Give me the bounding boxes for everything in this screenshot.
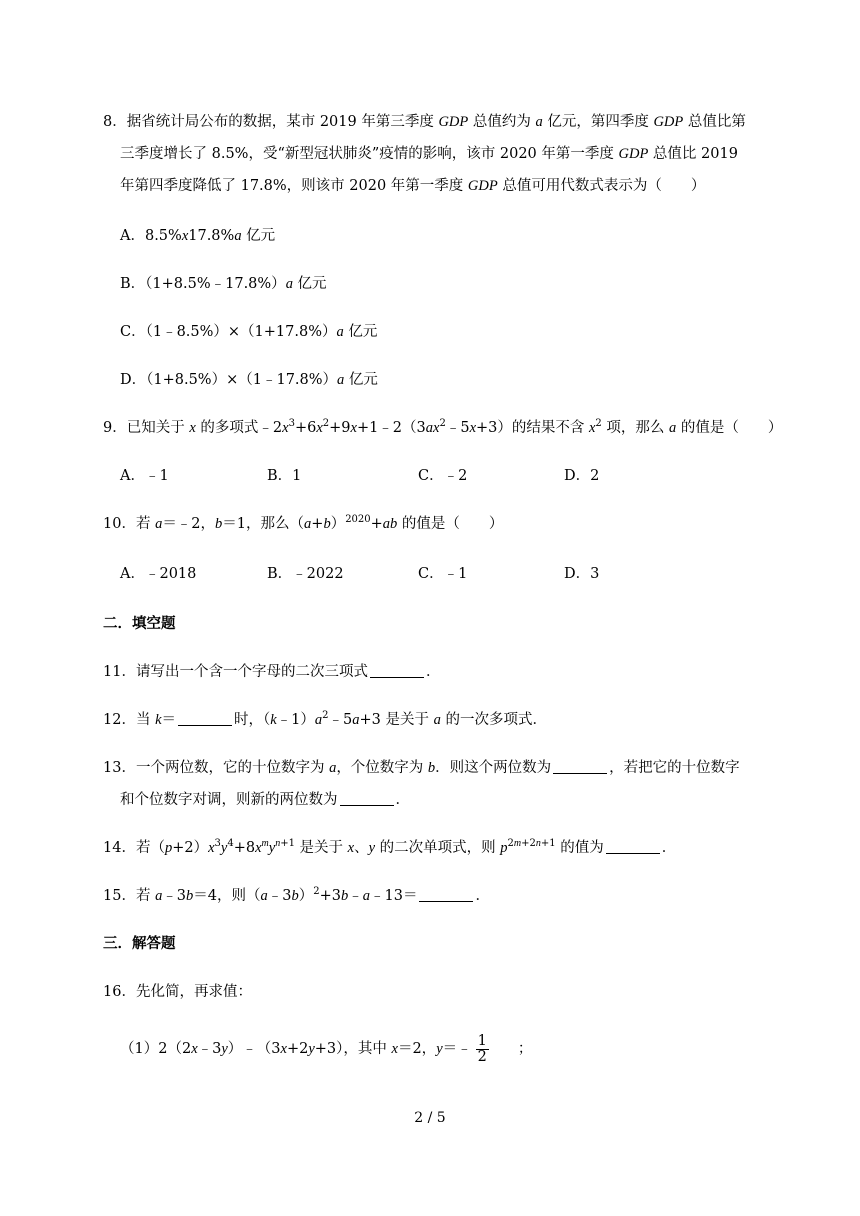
q12: 12．当 k＝ 时，$(k﹣1)a^2﹣5a+3$ 是关于 a 的一次多项式． bbox=[103, 710, 547, 728]
q9-option-d: D．2 bbox=[564, 468, 600, 484]
answer-blank[interactable] bbox=[340, 791, 394, 806]
answer-blank[interactable] bbox=[419, 887, 473, 902]
answer-blank[interactable] bbox=[606, 839, 660, 854]
fraction bbox=[476, 1034, 489, 1065]
page-number: 2 / 5 bbox=[414, 1110, 446, 1126]
q13-line2: 和个位数字对调，则新的两位数为 ． bbox=[120, 792, 410, 808]
q9-stem: 9．已知关于 x 的多项式$﹣2x^3+6x^2+9x+1﹣2(3ax^2﹣5x+3)$的结果不含 $x^2$ 项，那么 a 的值是（ ） bbox=[103, 418, 783, 436]
q10-option-d: D．3 bbox=[564, 566, 600, 582]
answer-blank[interactable] bbox=[370, 663, 424, 678]
answer-blank[interactable] bbox=[553, 759, 607, 774]
answer-blank[interactable] bbox=[178, 711, 232, 726]
q10-stem: 10．若 a＝﹣2，b＝1，那么$(a+b)^{2020}+ab$ 的值是（ ） bbox=[103, 514, 504, 532]
q10-option-b: B．﹣2022 bbox=[267, 566, 344, 582]
q8-option-b: B．（1+8.5%﹣17.8%）a 亿元 bbox=[120, 276, 327, 292]
q16-part1: （1）2（2x﹣3y）﹣（3x+2y+3），其中 x＝2，y＝﹣ $\frac{1}{2}$ ； bbox=[120, 1032, 533, 1065]
fraction-numerator: 1 bbox=[477, 1032, 487, 1049]
q8-line2: 三季度增长了 8.5%，受“新型冠状肺炎”疫情的影响，该市 2020 年第一季度 GDP 总值比 2019 bbox=[120, 146, 738, 162]
q8-option-d: D．（1+8.5%）×（1﹣17.8%）a 亿元 bbox=[120, 372, 378, 388]
q8-option-c: C．（1﹣8.5%）×（1+17.8%）a 亿元 bbox=[120, 324, 378, 340]
q10-option-c: C．﹣1 bbox=[418, 566, 468, 582]
q9-option-c: C．﹣2 bbox=[418, 468, 468, 484]
section-fill-in-heading: 二．填空题 bbox=[103, 615, 176, 632]
q8-line3: 年第四季度降低了 17.8%，则该市 2020 年第一季度 GDP 总值可用代数式表示为（ ） bbox=[120, 178, 706, 194]
q15: 15．若 a﹣3b＝4，则（a﹣3b）$^2$+3b﹣a﹣13＝ ． bbox=[103, 886, 490, 904]
q11: 11．请写出一个含一个字母的二次三项式 ． bbox=[103, 664, 441, 680]
q8-line1: 8．据省统计局公布的数据，某市 2019 年第三季度 GDP 总值约为 a 亿元，第四季度 GDP 总值比第 bbox=[103, 114, 746, 130]
section-answer-heading: 三．解答题 bbox=[103, 935, 176, 952]
q8-option-a: A．8.5%x17.8%a 亿元 bbox=[120, 228, 276, 244]
q16-stem: 16．先化简，再求值： bbox=[103, 984, 252, 1000]
q13-line1: 13．一个两位数，它的十位数字为 a，个位数字为 b．则这个两位数为 ，若把它的十位数字 bbox=[103, 760, 740, 776]
q10-option-a: A．﹣2018 bbox=[120, 566, 197, 582]
q9-option-a: A．﹣1 bbox=[120, 468, 169, 484]
fraction-denominator: 2 bbox=[477, 1048, 487, 1065]
q14: 14．若$(p+2)x^3y^4+8x^my^{n+1}$ 是关于 x、y 的二次单项式，则 $p^{2m+2n+1}$ 的值为 ． bbox=[103, 838, 677, 856]
q9-option-b: B．1 bbox=[267, 468, 302, 484]
